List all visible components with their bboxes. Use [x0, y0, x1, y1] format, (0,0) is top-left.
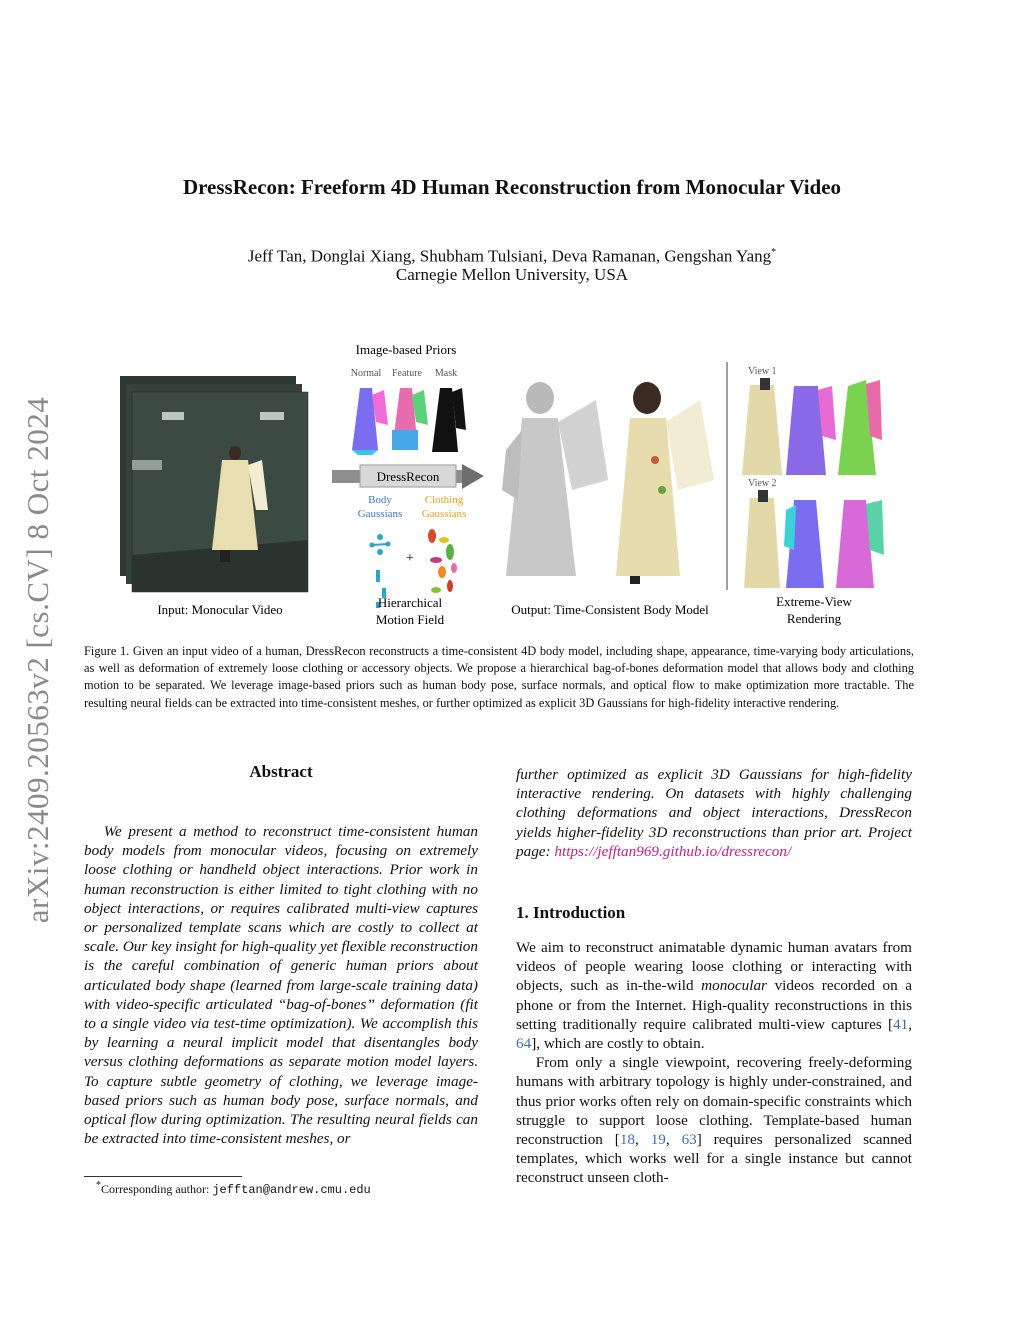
- arxiv-stamp: [18, 360, 58, 960]
- author-list: [0, 242, 1024, 268]
- intro-p2-text-b: ] requires personalized scanned templates, which works well for a single instance but cannot reconstruct unseen cloth-: [516, 1131, 913, 1187]
- image-priors-title: Image-based Priors: [355, 342, 457, 357]
- project-page-link[interactable]: https://jefftan969.github.io/dressrecon/: [554, 842, 792, 860]
- abstract-continued: [516, 765, 912, 861]
- prior-mask-label: Mask: [434, 368, 458, 379]
- citation-18[interactable]: 18: [619, 1131, 635, 1149]
- label-input: Input: Monocular Video: [157, 602, 283, 617]
- prior-feature-label: Feature: [392, 368, 422, 379]
- figure-1: [110, 340, 920, 630]
- gaussians-plus: +: [406, 551, 414, 566]
- prior-feature-map: [392, 388, 428, 450]
- label-motion-2: Motion Field: [375, 612, 445, 627]
- footnote-label: Corresponding author:: [101, 1182, 210, 1196]
- view-1-renders: [742, 378, 882, 475]
- abstract-continued-text: further optimized as explicit 3D Gaussians for high-fidelity interactive rendering. On datasets with highly challenging clothing deformations and object interactions, DressRecon yields higher-fidelity 3D reconstructions than prior art. Project page:: [516, 766, 912, 860]
- intro-p1-text-b: videos recorded on a phone or from the Internet. High-quality reconstructions in this setting traditionally require calibrated multi-view captures [: [516, 977, 913, 1033]
- intro-p2-text: From only a single viewpoint, recovering freely-deforming humans with arbitrary topology is highly under-constrained, and thus prior works often rely on domain-specific constraints which struggle to support loose clothing. Template-based human reconstruction [: [516, 1054, 912, 1149]
- intro-p1-text: We aim to reconstruct animatable dynamic human avatars from videos of people wearing loose clothing or interacting with objects, such as in-the-wild: [516, 939, 912, 995]
- clothing-gaussians-label-2: Gaussians: [421, 508, 467, 520]
- affiliation: Carnegie Mellon University, USA: [395, 265, 629, 284]
- label-render-2: Rendering: [786, 611, 842, 626]
- intro-paragraph-2: From only a single viewpoint, recovering freely-deforming humans with arbitrary topology is highly under-constrained, and thus prior works often rely on domain-specific constraints which struggle to support loose clothing. Template-based human reconstruction [18, 19, 63] requires personalized scanned templates, which works well for a single instance but cannot reconstruct unseen cloth-: [516, 1054, 913, 1187]
- prior-normal-map: [352, 388, 388, 455]
- view-2-label: View 2: [748, 478, 777, 489]
- citation-19[interactable]: 19: [650, 1131, 666, 1149]
- input-video-frames: [120, 376, 308, 592]
- footnote: [96, 1180, 371, 1197]
- clothing-gaussians-label-1: Clothing: [424, 494, 464, 506]
- intro-p1-text-c: ], which are costly to obtain.: [531, 1035, 705, 1053]
- footnote-email[interactable]: jefftan@andrew.cmu.edu: [212, 1183, 371, 1197]
- authors-text: Jeff Tan, Donglai Xiang, Shubham Tulsiani, Deva Ramanan, Gengshan Yang: [247, 246, 772, 266]
- corresponding-mark: *: [771, 247, 777, 258]
- figure-caption: Figure 1. Given an input video of a human, DressRecon reconstructs a time-consistent 4D body model, including shape, appearance, time-varying body articulations, as well as deformation of extremely loose clothing or accessory objects. We propose a hierarchical bag-of-bones deformation model that allows body and clothing motion to be separated. We leverage image-based priors such as human body pose, surface normals, and optical flow to make optimization more tractable. The resulting neural fields can be extracted into time-consistent meshes, or further optimized as explicit 3D Gaussians for high-fidelity interactive rendering.: [84, 644, 914, 710]
- clothing-gaussians-cloud: [428, 529, 457, 593]
- prior-normal-label: Normal: [350, 368, 382, 379]
- prior-mask-map: [432, 388, 466, 452]
- intro-body: [516, 938, 912, 1188]
- abstract-text: [84, 822, 478, 1148]
- body-gaussians-label-1: Body: [368, 494, 392, 506]
- intro-paragraph-1: We aim to reconstruct animatable dynamic human avatars from videos of people wearing loose clothing or interacting with objects, such as in-the-wild monocular videos recorded on a phone or from the Internet. High-quality reconstructions in this setting traditionally require calibrated multi-view captures [41, 64], which are costly to obtain.: [516, 939, 913, 1053]
- body-gaussians-label-2: Gaussians: [357, 508, 403, 520]
- citation-64[interactable]: 64: [516, 1035, 532, 1053]
- method-box-label: DressRecon: [376, 469, 440, 484]
- abstract-body: We present a method to reconstruct time-consistent human body models from monocular videos, focusing on extremely loose clothing or handheld object interactions. Prior work in human reconstruction is either limited to tight clothing with no object interactions, or requires calibrated multi-view captures or personalized template scans which are costly to collect at scale. Our key insight for high-quality yet flexible reconstruction is the careful combination of generic human priors about articulated body shape (learned from large-scale training data) with video-specific articulated “bag-of-bones” deformation (fit to a single video via test-time optimization). We accomplish this by learning a neural implicit model that disentangles body versus clothing deformations as separate motion model layers. To capture subtle geometry of clothing, we leverage image-based priors such as human body pose, surface normals, and optical flow during optimization. The resulting neural fields can be extracted into time-consistent meshes, or: [84, 823, 478, 1148]
- label-motion-1: Hierarchical: [377, 595, 443, 610]
- view-2-renders: [744, 490, 884, 588]
- output-mesh-textured: [616, 382, 714, 584]
- intro-heading: 1. Introduction: [516, 903, 626, 922]
- abstract-heading: Abstract: [249, 762, 313, 781]
- arxiv-stamp-text: arXiv:2409.20563v2 [cs.CV] 8 Oct 2024: [20, 396, 55, 924]
- view-1-label: View 1: [748, 366, 777, 377]
- label-render-1: Extreme-View: [776, 594, 852, 609]
- footnote-rule: [84, 1176, 242, 1177]
- footnote-mark: *: [96, 1180, 101, 1191]
- citation-63[interactable]: 63: [681, 1131, 697, 1149]
- citation-41[interactable]: 41: [893, 1015, 909, 1033]
- label-output: Output: Time-Consistent Body Model: [511, 602, 709, 617]
- intro-p1-emphasis: monocular: [701, 977, 767, 995]
- paper-title: DressRecon: Freeform 4D Human Reconstruction from Monocular Video: [182, 175, 842, 199]
- output-mesh-gray: [502, 382, 608, 576]
